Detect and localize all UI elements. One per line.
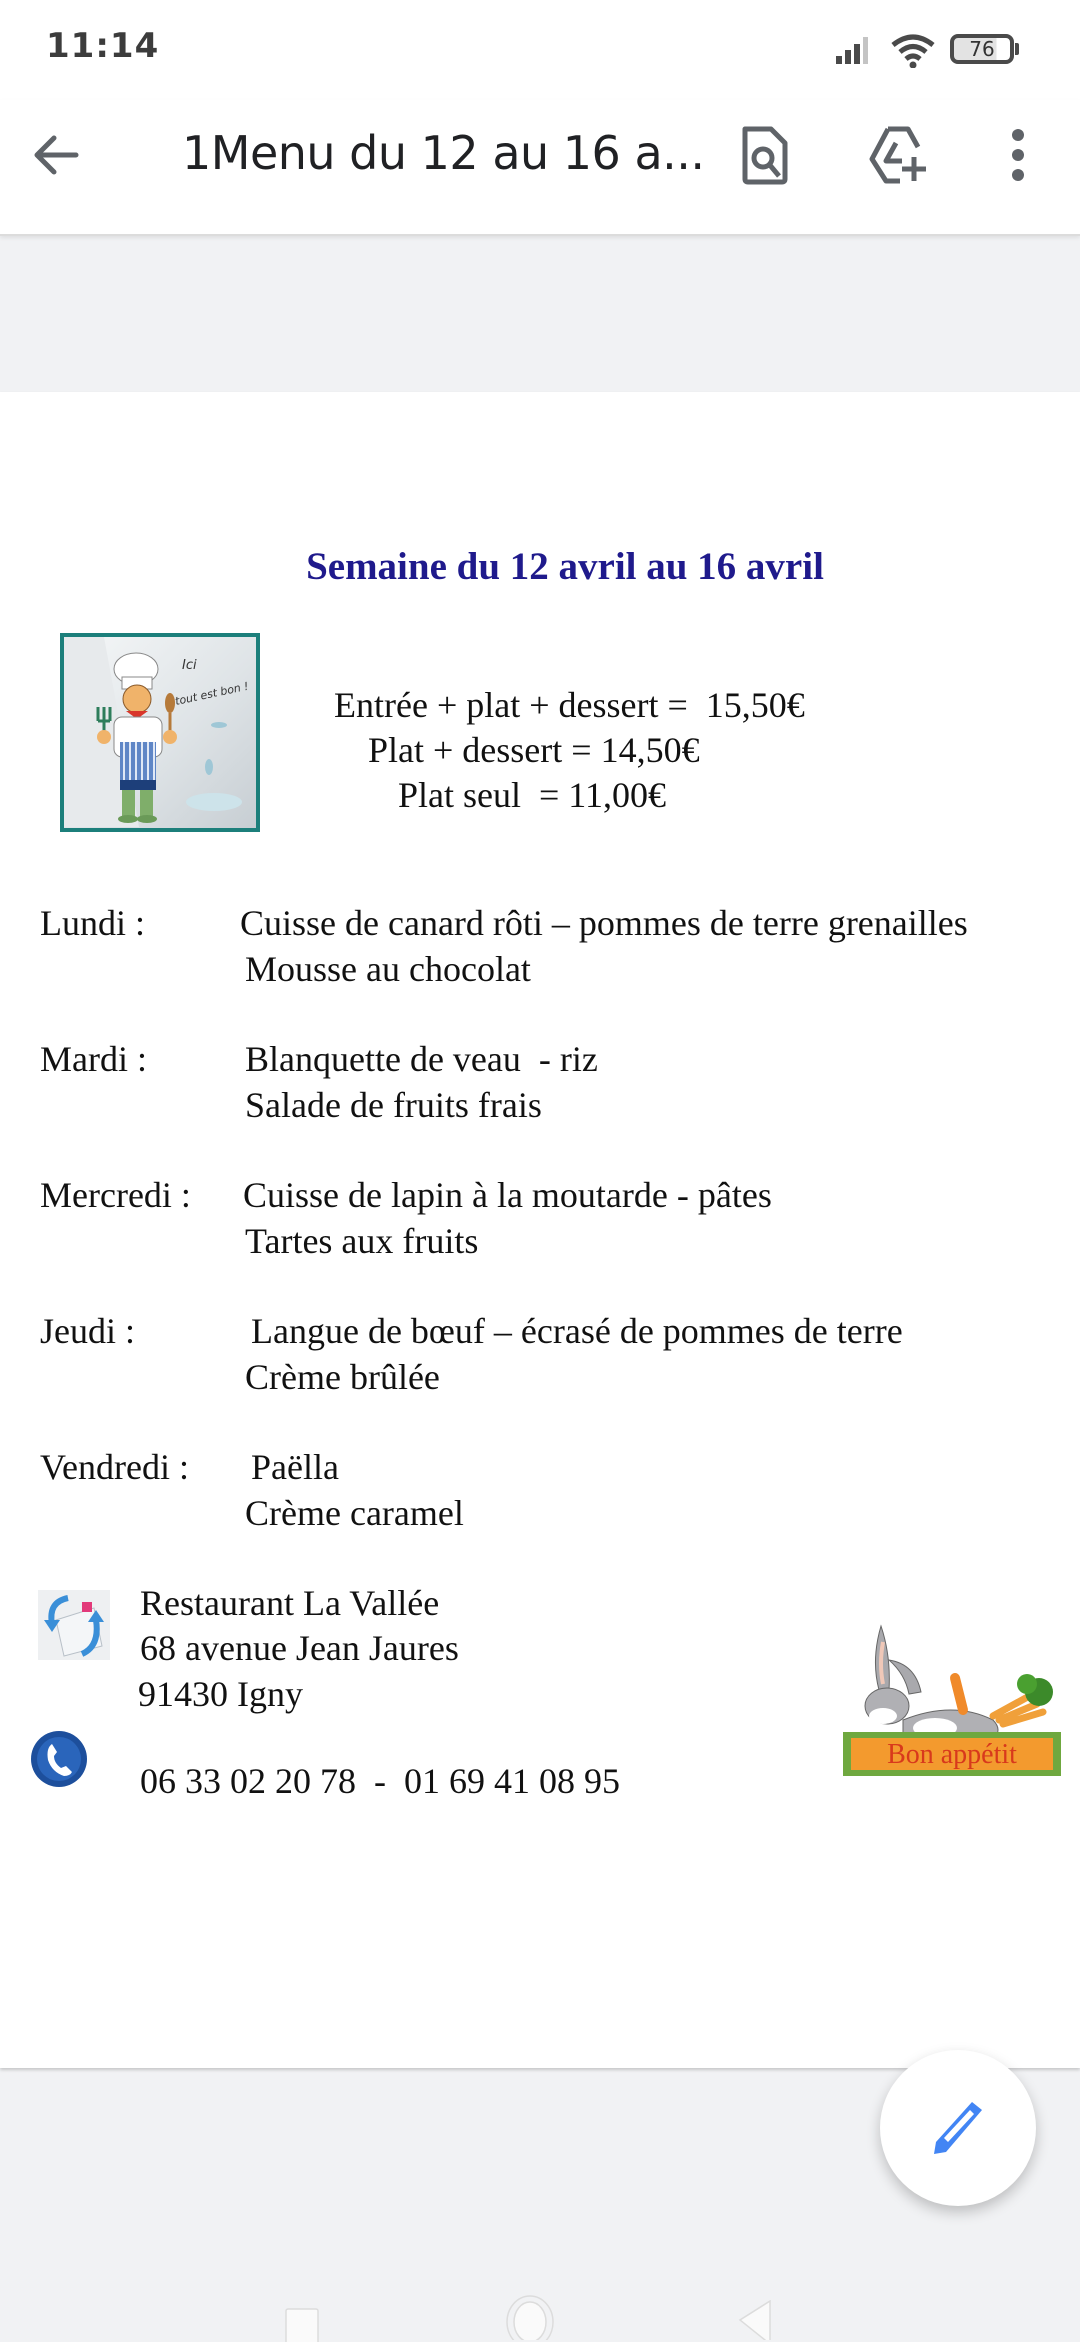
menu-day-vendredi: Vendredi : <box>40 1447 189 1487</box>
menu-dessert-mercredi: Tartes aux fruits <box>245 1221 479 1261</box>
wifi-icon <box>890 34 936 68</box>
contact-street: 68 avenue Jean Jaures <box>140 1628 459 1668</box>
menu-main-lundi: Cuisse de canard rôti – pommes de terre grenailles <box>240 903 968 943</box>
phone-icon <box>30 1730 88 1788</box>
contact-phones: 06 33 02 20 78 - 01 69 41 08 95 <box>140 1761 620 1801</box>
bon-appetit-text: Bon appétit <box>887 1739 1017 1770</box>
price-formula-plat-dessert: Plat + dessert = 14,50€ <box>368 730 700 770</box>
home-circle-icon[interactable] <box>505 2294 555 2340</box>
drive-add-icon <box>866 123 930 187</box>
back-button[interactable] <box>28 125 88 185</box>
add-to-drive-button[interactable] <box>866 123 930 187</box>
menu-dessert-jeudi: Crème brûlée <box>245 1357 440 1397</box>
edit-fab-button[interactable] <box>880 2050 1036 2206</box>
menu-day-jeudi: Jeudi : <box>40 1311 135 1351</box>
document-search-button[interactable] <box>733 123 797 187</box>
menu-main-mercredi: Cuisse de lapin à la moutarde - pâtes <box>243 1175 772 1215</box>
more-options-button[interactable] <box>986 123 1050 187</box>
menu-day-lundi: Lundi : <box>40 903 145 943</box>
battery-tip <box>1015 43 1019 55</box>
week-heading: Semaine du 12 avril au 16 avril <box>306 545 824 588</box>
menu-dessert-lundi: Mousse au chocolat <box>245 949 531 989</box>
menu-day-mercredi: Mercredi : <box>40 1175 191 1215</box>
chef-text-tout-est-bon: tout est bon ! <box>173 679 250 708</box>
more-vert-icon <box>986 123 1050 187</box>
price-formula-full: Entrée + plat + dessert = 15,50€ <box>334 685 805 725</box>
menu-main-jeudi: Langue de bœuf – écrasé de pommes de terre <box>251 1311 903 1351</box>
bon-appetit-bunny-image <box>843 1620 1061 1778</box>
menu-dessert-mardi: Salade de fruits frais <box>245 1085 542 1125</box>
battery-icon: 76 <box>950 34 1014 64</box>
menu-main-vendredi: Paëlla <box>251 1447 339 1487</box>
edit-pencil-icon <box>926 2096 990 2160</box>
recents-square-icon[interactable] <box>285 2308 319 2342</box>
chef-illustration <box>60 633 260 832</box>
chef-text-ici: Ici <box>182 658 197 673</box>
contact-city: 91430 Igny <box>138 1674 303 1714</box>
menu-day-mardi: Mardi : <box>40 1039 147 1079</box>
price-formula-plat-seul: Plat seul = 11,00€ <box>398 775 666 815</box>
signal-icon <box>834 36 878 64</box>
menu-main-mardi: Blanquette de veau - riz <box>245 1039 598 1079</box>
back-triangle-icon[interactable] <box>738 2300 772 2340</box>
contact-restaurant-name: Restaurant La Vallée <box>140 1583 440 1623</box>
menu-dessert-vendredi: Crème caramel <box>245 1493 464 1533</box>
status-time: 11:14 <box>46 26 160 66</box>
document-search-icon <box>733 123 797 187</box>
back-arrow-icon <box>28 125 88 185</box>
chef-icon <box>64 637 256 828</box>
email-icon <box>38 1590 110 1660</box>
document-title: 1Menu du 12 au 16 a... <box>182 126 705 180</box>
